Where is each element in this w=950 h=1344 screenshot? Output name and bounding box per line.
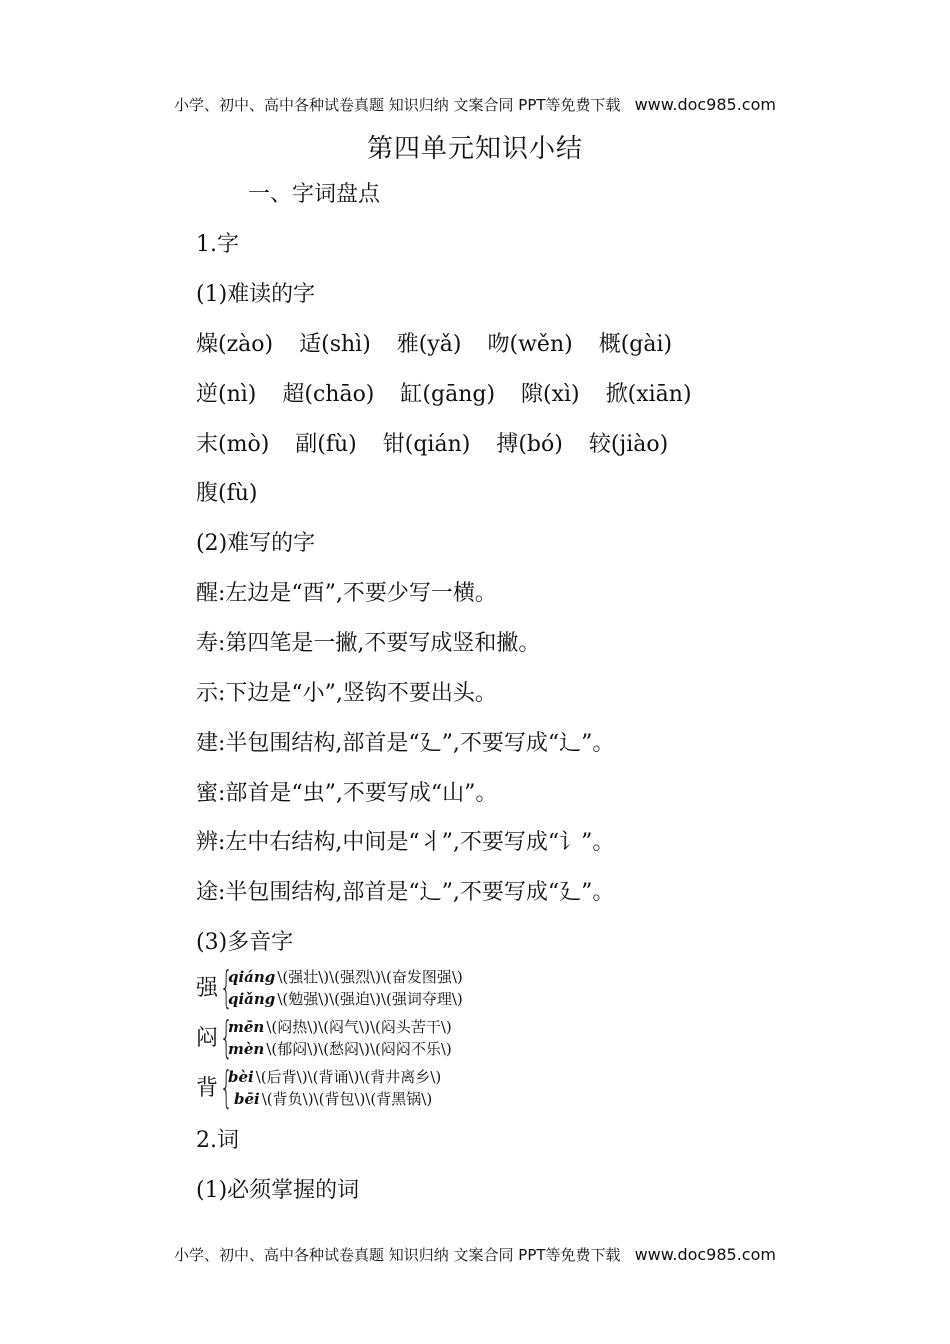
- pinyin-item: 隙(xì): [521, 382, 580, 407]
- hard-char-item: 辨:左中右结构,中间是“丬”,不要写成“讠”。: [196, 830, 615, 855]
- pinyin: bēi: [234, 1090, 260, 1108]
- subheading-words: 2.词: [196, 1128, 239, 1153]
- hard-char-item: 蜜:部首是“虫”,不要写成“山”。: [196, 781, 498, 806]
- pinyin-item: 逆(nì): [196, 382, 257, 407]
- pinyin-item: 适(shì): [299, 332, 371, 357]
- pinyin-item: 腹(fù): [196, 481, 258, 506]
- pinyin-row-1: [196, 330, 672, 360]
- hard-char-item: 寿:第四笔是一撇,不要写成竖和撇。: [196, 631, 541, 656]
- words: \(勉强\)\(强迫\)\(强词夺理\): [277, 990, 463, 1008]
- words: \(后背\)\(背诵\)\(背井离乡\): [255, 1068, 442, 1086]
- footer-text: 小学、初中、高中各种试卷真题 知识归纳 文案合同 PPT等免费下载: [174, 1246, 621, 1264]
- words: \(强壮\)\(强烈\)\(奋发图强\): [277, 968, 463, 986]
- page-footer: [0, 1244, 950, 1265]
- polyphone-char: 强: [196, 976, 219, 1001]
- brace-icon: {: [220, 962, 233, 1013]
- brace-icon: {: [220, 1062, 233, 1113]
- page-header: [0, 94, 950, 115]
- subheading-polyphone: (3)多音字: [196, 930, 294, 955]
- words: \(闷热\)\(闷气\)\(闷头苦干\): [266, 1018, 452, 1036]
- hard-char-item: 建:半包围结构,部首是“廴”,不要写成“辶”。: [196, 731, 615, 756]
- hard-char-item: 示:下边是“小”,竖钩不要出头。: [196, 681, 497, 706]
- polyphone-char: 闷: [196, 1026, 219, 1051]
- polyphone-reading: [228, 966, 463, 988]
- subheading-chars: 1.字: [196, 232, 239, 257]
- brace-icon: {: [220, 1012, 233, 1063]
- pinyin-item: 末(mò): [196, 432, 270, 457]
- words: \(背负\)\(背包\)\(背黑锅\): [261, 1090, 433, 1108]
- pinyin-item: 吻(wěn): [487, 332, 573, 357]
- pinyin: qiǎng: [228, 990, 276, 1008]
- polyphone-char: 背: [196, 1076, 219, 1101]
- subheading-hard-write: (2)难写的字: [196, 531, 316, 556]
- polyphone-block: [196, 962, 596, 1013]
- pinyin-item: 燥(zào): [196, 332, 274, 357]
- pinyin-item: 掀(xiān): [605, 382, 692, 407]
- footer-url[interactable]: www.doc985.com: [634, 1245, 776, 1264]
- polyphone-reading: [228, 988, 463, 1010]
- pinyin-item: 搏(bó): [496, 432, 563, 457]
- subheading-must-master: (1)必须掌握的词: [196, 1178, 360, 1203]
- pinyin-item: 超(chāo): [282, 382, 375, 407]
- header-text: 小学、初中、高中各种试卷真题 知识归纳 文案合同 PPT等免费下载: [174, 96, 621, 114]
- pinyin: bèi: [228, 1068, 254, 1086]
- polyphone-reading: [228, 1038, 452, 1060]
- pinyin-item: 钳(qián): [382, 432, 471, 457]
- polyphone-reading: [234, 1088, 432, 1110]
- pinyin-item: 较(jiào): [588, 432, 669, 457]
- pinyin-row-4: [196, 479, 257, 509]
- hard-char-item: 醒:左边是“酉”,不要少写一横。: [196, 581, 497, 606]
- pinyin-row-3: [196, 430, 668, 460]
- pinyin-item: 雅(yǎ): [396, 332, 462, 357]
- polyphone-block: [196, 1012, 596, 1063]
- polyphone-block: [196, 1062, 596, 1113]
- page-title: 第四单元知识小结: [366, 134, 583, 164]
- pinyin-item: 副(fù): [295, 432, 357, 457]
- pinyin: mèn: [228, 1040, 265, 1058]
- header-url[interactable]: www.doc985.com: [634, 95, 776, 114]
- polyphone-reading: [228, 1016, 452, 1038]
- subheading-hard-read: (1)难读的字: [196, 282, 316, 307]
- section-heading-1: 一、字词盘点: [248, 182, 381, 207]
- pinyin-row-2: [196, 380, 692, 410]
- pinyin: qiáng: [228, 968, 276, 986]
- polyphone-reading: [228, 1066, 441, 1088]
- pinyin: mēn: [228, 1018, 265, 1036]
- pinyin-item: 缸(gāng): [400, 382, 496, 407]
- hard-char-item: 途:半包围结构,部首是“辶”,不要写成“廴”。: [196, 880, 615, 905]
- words: \(郁闷\)\(愁闷\)\(闷闷不乐\): [266, 1040, 452, 1058]
- pinyin-item: 概(gài): [598, 332, 673, 357]
